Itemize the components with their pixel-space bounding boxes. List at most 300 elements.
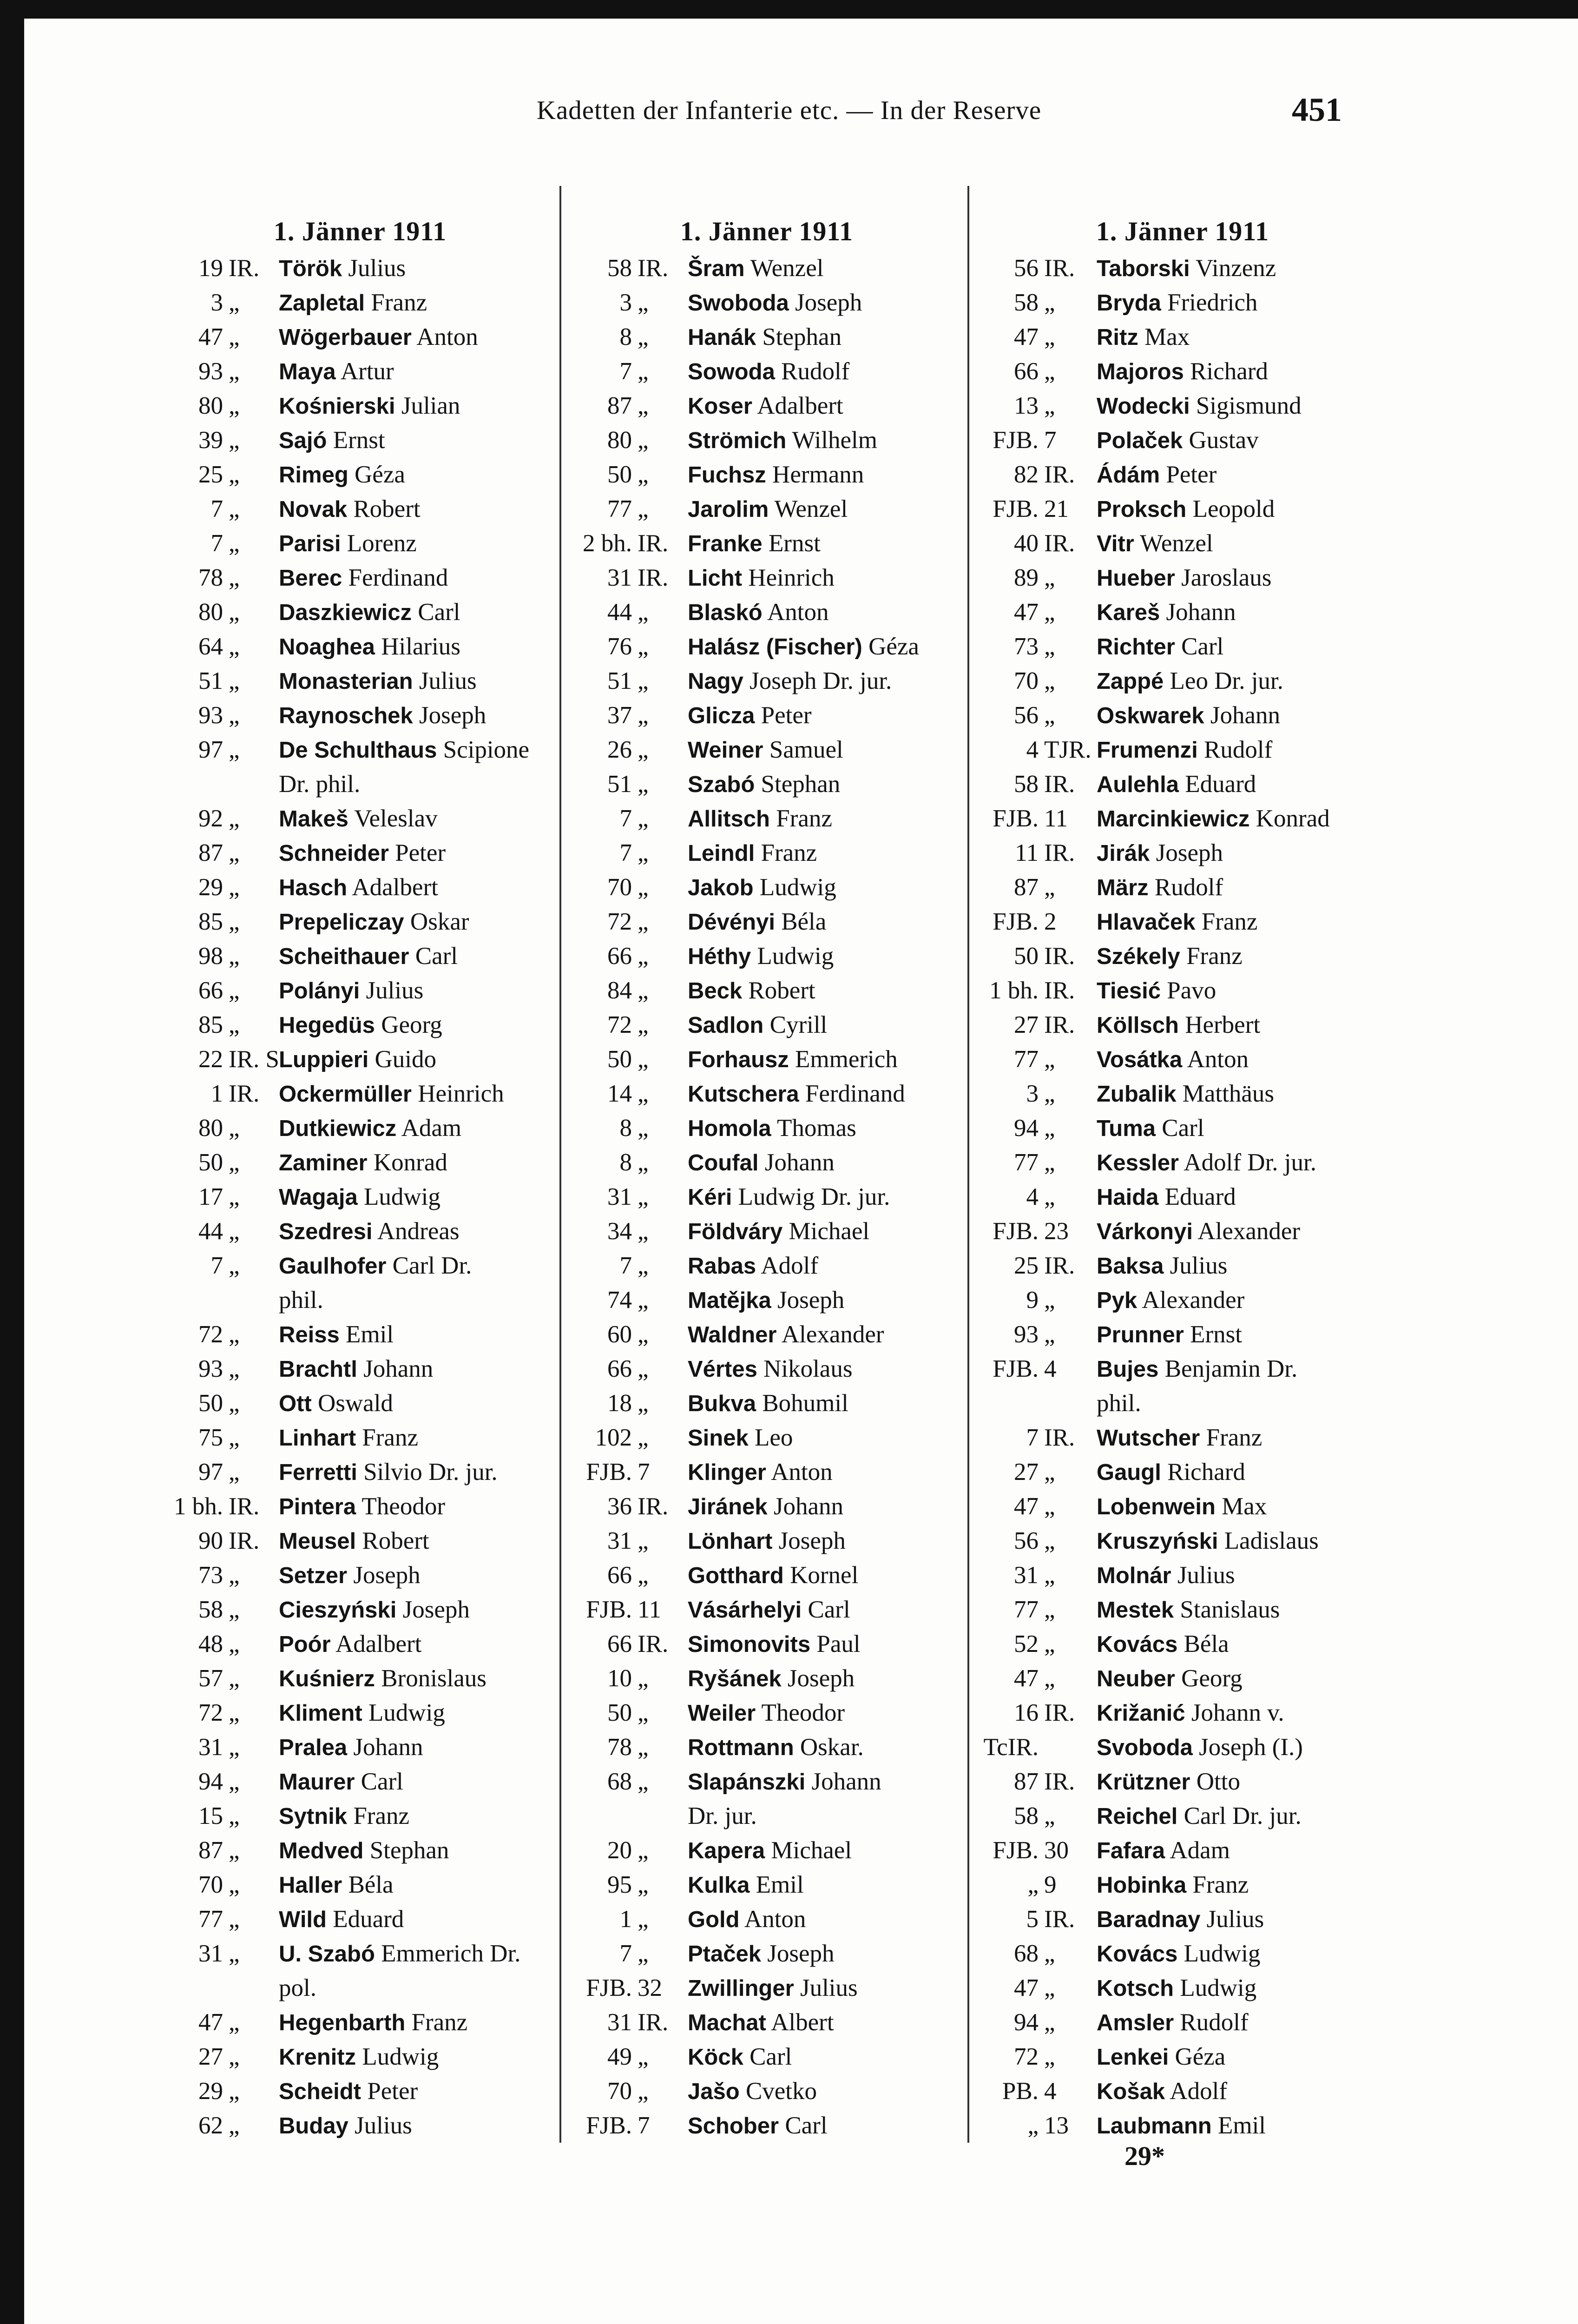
list-item xyxy=(978,1868,1387,1902)
surname: Kośnierski xyxy=(279,394,395,419)
list-item xyxy=(978,1661,1387,1696)
regiment-number: 1 bh. xyxy=(989,977,1039,1004)
given-name: Johann xyxy=(1210,702,1280,729)
regiment-type: „ xyxy=(638,1080,649,1107)
list-item xyxy=(167,2005,553,2040)
surname: Setzer xyxy=(279,1563,348,1588)
regiment-number: 31 xyxy=(607,1527,632,1554)
cadet-name xyxy=(270,973,423,1008)
given-name: Franz xyxy=(761,839,817,866)
surname: Dutkiewicz xyxy=(279,1116,397,1141)
regiment-type: „ xyxy=(638,324,649,350)
list-item xyxy=(572,1627,962,1661)
given-name: Benjamin Dr. xyxy=(1164,1355,1298,1382)
surname: Haller xyxy=(279,1873,342,1898)
surname: Laubmann xyxy=(1097,2113,1212,2139)
surname: Török xyxy=(279,256,342,281)
regiment-number: 89 xyxy=(1014,564,1039,591)
cadet-name xyxy=(270,1868,394,1902)
regiment-number: 70 xyxy=(198,1871,223,1898)
column-3 xyxy=(978,211,1387,2143)
cadet-name xyxy=(679,251,823,286)
given-name: Adolf xyxy=(761,1252,819,1279)
surname: Ádám xyxy=(1097,462,1160,488)
regiment-type: „ xyxy=(229,1837,240,1864)
given-name: Carl Dr. xyxy=(392,1252,472,1279)
regiment-number: 31 xyxy=(1014,1562,1039,1589)
regiment-number: 102 xyxy=(595,1424,632,1451)
given-name: Alexander xyxy=(781,1321,884,1348)
cadet-name xyxy=(1088,1008,1260,1043)
given-name: Adam xyxy=(401,1115,462,1142)
given-name: Albert xyxy=(771,2009,834,2036)
regiment-type: „ xyxy=(229,805,240,832)
surname: Kutschera xyxy=(688,1082,799,1107)
list-item xyxy=(167,1008,553,1042)
cadet-name xyxy=(270,1902,404,1937)
regiment-number: 27 xyxy=(1014,1011,1039,1038)
list-item xyxy=(572,1008,962,1042)
list-item xyxy=(978,561,1387,595)
running-title: Kadetten der Infanterie etc. — In der Reserve xyxy=(536,96,1042,125)
regiment-type: IR. xyxy=(229,255,260,282)
given-name: Rudolf xyxy=(781,358,850,385)
surname: Simonovits xyxy=(688,1632,811,1657)
regiment-number: 10 xyxy=(607,1665,632,1692)
surname: Jarolim xyxy=(688,497,769,522)
cadet-name xyxy=(679,767,840,802)
page-number: 451 xyxy=(1292,91,1342,128)
cadet-name xyxy=(1088,870,1223,905)
list-item xyxy=(167,526,553,561)
cadet-name xyxy=(270,1283,323,1318)
surname: Hanák xyxy=(688,325,756,350)
regiment-number: 11 xyxy=(1014,839,1039,866)
surname: Aulehla xyxy=(1097,772,1179,797)
regiment-number: 64 xyxy=(198,633,223,660)
regiment-type: „ xyxy=(638,1046,649,1073)
surname: Gold xyxy=(688,1907,740,1932)
cadet-name xyxy=(1088,251,1276,286)
regiment-number: 85 xyxy=(198,1011,223,1038)
surname: Dévényi xyxy=(688,910,775,935)
regiment-type: IR. xyxy=(1044,977,1075,1004)
regiment-type: „ xyxy=(1044,564,1055,591)
cadet-name xyxy=(679,1592,850,1627)
list-item xyxy=(167,2108,553,2143)
regiment-number: 3 xyxy=(619,289,632,316)
cadet-name xyxy=(270,526,417,561)
list-item xyxy=(572,1661,962,1696)
given-name: Adolf xyxy=(1170,2078,1228,2105)
given-name: Robert xyxy=(353,495,421,522)
given-name: Peter xyxy=(761,702,812,729)
given-name: Alexander xyxy=(1197,1218,1301,1245)
given-name: Ferdinand xyxy=(348,564,448,591)
list-item xyxy=(572,595,962,629)
regiment-type: „ xyxy=(229,1768,240,1795)
regiment-type: „ xyxy=(1044,1665,1055,1692)
regiment-number: FJB. xyxy=(993,908,1039,935)
given-name: Ludwig xyxy=(363,1183,441,1210)
surname: Slapánszki xyxy=(688,1769,806,1795)
surname: Jiránek xyxy=(688,1494,768,1519)
surname: Gotthard xyxy=(688,1563,784,1588)
cadet-name xyxy=(1088,1936,1260,1971)
column-heading: 1. Jänner 1911 xyxy=(1096,216,1269,246)
regiment-type: „ xyxy=(229,1149,240,1176)
regiment-number: 73 xyxy=(198,1562,223,1589)
regiment-type: „ xyxy=(1044,2043,1055,2070)
regiment-type: „ xyxy=(229,358,240,385)
regiment-type: „ xyxy=(229,1252,240,1279)
list-item xyxy=(167,1524,553,1558)
regiment-type: „ xyxy=(229,1802,240,1829)
regiment-number: 66 xyxy=(607,1355,632,1382)
cadet-name xyxy=(270,320,478,355)
regiment-number: 94 xyxy=(1014,1115,1039,1142)
list-item xyxy=(572,836,962,870)
given-name: Oswald xyxy=(318,1390,393,1417)
list-item xyxy=(572,2040,962,2074)
list-item xyxy=(978,1283,1387,1317)
regiment-number: 16 xyxy=(1014,1699,1039,1726)
given-name: Michael xyxy=(789,1218,870,1245)
list-item xyxy=(167,1283,553,1317)
surname: Kovács xyxy=(1097,1632,1178,1657)
regiment-type: „ xyxy=(638,1011,649,1038)
list-item xyxy=(978,1248,1387,1283)
regiment-type: IR. xyxy=(1044,839,1075,866)
surname: Kovács xyxy=(1097,1941,1178,1967)
surname: U. Szabó xyxy=(279,1941,375,1967)
surname: Ferretti xyxy=(279,1460,357,1485)
given-name: Carl xyxy=(1162,1115,1204,1142)
cadet-name xyxy=(270,1558,421,1593)
regiment-number: 93 xyxy=(1014,1321,1039,1348)
given-name: Eduard xyxy=(1164,1183,1236,1210)
regiment-type: „ xyxy=(638,1940,649,1967)
cadet-name xyxy=(679,1936,835,1971)
regiment-number: 87 xyxy=(198,1837,223,1864)
regiment-number: 72 xyxy=(198,1699,223,1726)
regiment-number: FJB. xyxy=(586,1974,632,2001)
given-name: Franz xyxy=(776,805,832,832)
cadet-name xyxy=(1088,801,1330,836)
surname: Waldner xyxy=(688,1322,777,1347)
regiment-number: 80 xyxy=(607,427,632,454)
given-name: Oskar xyxy=(410,908,469,935)
given-name: Johann xyxy=(764,1149,835,1176)
surname: Kapera xyxy=(688,1838,765,1863)
cadet-name xyxy=(1088,526,1213,561)
cadet-name xyxy=(1088,1868,1249,1902)
list-item xyxy=(978,423,1387,457)
cadet-name xyxy=(679,1248,818,1283)
surname: Sytnik xyxy=(279,1804,348,1829)
given-name: Samuel xyxy=(769,736,843,763)
surname: Maurer xyxy=(279,1769,355,1795)
regiment-number: 31 xyxy=(198,1734,223,1761)
column-heading: 1. Jänner 1911 xyxy=(680,216,854,246)
given-name: Sigismund xyxy=(1196,392,1302,419)
surname: Bujes xyxy=(1097,1357,1159,1382)
regiment-number: 94 xyxy=(198,1768,223,1795)
surname: Raynoschek xyxy=(279,703,413,728)
cadet-name xyxy=(1088,733,1272,767)
cadet-name xyxy=(1088,1489,1267,1524)
cadet-name xyxy=(1088,1971,1256,2006)
list-item xyxy=(167,1317,553,1352)
surname: Fafara xyxy=(1097,1838,1165,1863)
surname: Noaghea xyxy=(279,634,375,660)
surname: Wild xyxy=(279,1907,327,1932)
given-name: Joseph xyxy=(767,1940,835,1967)
given-name: Anton xyxy=(744,1906,806,1933)
surname: Ott xyxy=(279,1391,312,1416)
list-item xyxy=(167,801,553,836)
cadet-name xyxy=(1088,664,1283,699)
list-item xyxy=(978,1799,1387,1833)
cadet-name xyxy=(679,561,835,595)
list-item xyxy=(978,629,1387,664)
given-name: Johann xyxy=(773,1493,844,1520)
surname: Kliment xyxy=(279,1701,362,1726)
list-item xyxy=(572,492,962,526)
regiment-type: „ xyxy=(229,461,240,488)
regiment-number: 47 xyxy=(1014,599,1039,626)
given-name: Géza xyxy=(1175,2043,1226,2070)
regiment-type: „ xyxy=(638,839,649,866)
regiment-type: „ xyxy=(229,1734,240,1761)
surname: Monasterian xyxy=(279,669,413,694)
surname: Strömich xyxy=(688,428,787,453)
surname: Frumenzi xyxy=(1097,738,1198,763)
cadet-name xyxy=(679,1076,905,1111)
surname: Vásárhelyi xyxy=(688,1598,802,1623)
regiment-type: „ xyxy=(229,1631,240,1657)
regiment-number: 87 xyxy=(1014,874,1039,901)
list-item xyxy=(167,870,553,905)
list-item xyxy=(167,939,553,973)
regiment-number: 57 xyxy=(198,1665,223,1692)
regiment-type: 32 xyxy=(638,1974,662,2001)
cadet-name xyxy=(270,1008,442,1043)
regiment-type: „ xyxy=(638,805,649,832)
regiment-type: „ xyxy=(638,1734,649,1761)
given-name: Adam xyxy=(1170,1837,1230,1864)
given-name: Max xyxy=(1144,324,1190,350)
cadet-name xyxy=(270,595,460,630)
regiment-type: „ xyxy=(1044,599,1055,626)
cadet-name xyxy=(679,1524,846,1558)
given-name: Carl xyxy=(750,2043,792,2070)
surname: Klinger xyxy=(688,1460,766,1485)
surname: Hlavaček xyxy=(1097,910,1196,935)
surname: Zwillinger xyxy=(688,1976,794,2001)
list-item xyxy=(572,1214,962,1248)
surname: Köllsch xyxy=(1097,1013,1179,1038)
surname: Machat xyxy=(688,2010,766,2035)
given-name: Adalbert xyxy=(352,874,438,901)
cadet-name xyxy=(1088,2074,1227,2109)
list-item xyxy=(978,1971,1387,2005)
cadet-name xyxy=(1088,629,1223,664)
cadet-name xyxy=(1088,2005,1249,2040)
surname: Leindl xyxy=(688,841,755,866)
regiment-number: 68 xyxy=(607,1768,632,1795)
cadet-name xyxy=(1088,320,1190,355)
given-name: Wenzel xyxy=(774,495,848,522)
list-item xyxy=(978,973,1387,1008)
cadet-name xyxy=(270,2074,418,2109)
cadet-name xyxy=(1088,1283,1244,1318)
given-name: Franz xyxy=(1186,943,1243,970)
regiment-number: 70 xyxy=(607,2078,632,2105)
surname: Daszkiewicz xyxy=(279,600,412,625)
regiment-number: 77 xyxy=(1014,1596,1039,1623)
given-name: phil. xyxy=(279,1287,323,1314)
surname: Novak xyxy=(279,497,348,522)
regiment-number: 85 xyxy=(198,908,223,935)
list-item xyxy=(572,389,962,423)
regiment-type: 30 xyxy=(1044,1837,1069,1864)
regiment-number: 93 xyxy=(198,1355,223,1382)
regiment-number: 1 bh. xyxy=(174,1493,223,1520)
cadet-name xyxy=(679,1627,861,1662)
given-name: Theodor xyxy=(761,1699,845,1726)
regiment-number: 93 xyxy=(198,702,223,729)
given-name: Carl Dr. jur. xyxy=(1184,1802,1302,1829)
regiment-type: „ xyxy=(638,1665,649,1692)
regiment-type: IR. xyxy=(1044,255,1075,282)
cadet-name xyxy=(679,629,919,664)
list-item xyxy=(167,423,553,457)
regiment-type: 4 xyxy=(1044,1355,1057,1382)
regiment-type: „ xyxy=(638,2043,649,2070)
given-name: Joseph xyxy=(787,1665,855,1692)
given-name: Georg xyxy=(381,1011,442,1038)
cadet-name xyxy=(1088,595,1236,630)
cadet-name xyxy=(270,251,406,286)
list-item xyxy=(572,870,962,905)
given-name: Bronislaus xyxy=(381,1665,487,1692)
regiment-number: 68 xyxy=(1014,1940,1039,1967)
given-name: Artur xyxy=(340,358,394,385)
given-name: Matthäus xyxy=(1182,1080,1275,1107)
surname: Swoboda xyxy=(688,290,789,316)
given-name: Joseph xyxy=(795,289,862,316)
regiment-number: 56 xyxy=(1014,702,1039,729)
given-name: Leopold xyxy=(1192,495,1275,522)
regiment-type: „ xyxy=(638,1562,649,1589)
surname: Wutscher xyxy=(1097,1426,1200,1451)
given-name: Adalbert xyxy=(335,1631,422,1657)
regiment-number: 44 xyxy=(198,1218,223,1245)
regiment-number: 27 xyxy=(198,2043,223,2070)
surname: Várkonyi xyxy=(1097,1219,1193,1244)
list-item xyxy=(978,1420,1387,1455)
cadet-name xyxy=(270,492,421,527)
regiment-number: 51 xyxy=(607,771,632,798)
given-name: Emil xyxy=(346,1321,394,1348)
cadet-name xyxy=(679,492,848,527)
list-item xyxy=(978,2074,1387,2108)
regiment-type: 21 xyxy=(1044,495,1069,522)
cadet-name xyxy=(270,629,460,664)
regiment-type: „ xyxy=(638,1183,649,1210)
surname: Krützner xyxy=(1097,1769,1190,1795)
cadet-name xyxy=(270,1833,449,1868)
regiment-number: 90 xyxy=(198,1527,223,1554)
list-item xyxy=(167,733,553,767)
given-name: Joseph xyxy=(1156,839,1223,866)
surname: Pralea xyxy=(279,1735,348,1760)
list-item xyxy=(978,1627,1387,1661)
surname: Cieszyński xyxy=(279,1598,397,1623)
cadet-name xyxy=(270,1764,403,1799)
regiment-number: TcIR. xyxy=(983,1734,1039,1761)
surname: De Schulthaus xyxy=(279,738,437,763)
surname: Rottmann xyxy=(688,1735,794,1760)
surname: Szedresi xyxy=(279,1219,373,1244)
list-item xyxy=(167,1661,553,1696)
list-item xyxy=(978,526,1387,561)
cadet-name xyxy=(270,1489,445,1524)
regiment-type: „ xyxy=(638,633,649,660)
given-name: Johann xyxy=(363,1355,434,1382)
regiment-number: 29 xyxy=(198,2078,223,2105)
regiment-number: 62 xyxy=(198,2112,223,2139)
given-name: Emmerich Dr. xyxy=(381,1940,521,1967)
surname: Franke xyxy=(688,531,763,556)
regiment-type: „ xyxy=(229,1390,240,1417)
given-name: Eduard xyxy=(1185,771,1256,798)
given-name: Pavo xyxy=(1167,977,1216,1004)
list-item xyxy=(167,1180,553,1214)
given-name: Joseph xyxy=(353,1562,421,1589)
given-name: Franz xyxy=(411,2009,468,2036)
surname: Križanić xyxy=(1097,1701,1185,1726)
cadet-name xyxy=(1088,423,1259,458)
given-name: Rudolf xyxy=(1180,2009,1249,2036)
surname: Allitsch xyxy=(688,806,770,832)
list-item xyxy=(978,595,1387,629)
regiment-type: „ xyxy=(229,324,240,350)
regiment-type: „ xyxy=(229,2112,240,2139)
regiment-type: „ xyxy=(229,427,240,454)
list-item xyxy=(978,836,1387,870)
surname: Székely xyxy=(1097,944,1180,969)
given-name: Johann xyxy=(353,1734,423,1761)
cadet-name xyxy=(270,939,458,974)
list-item xyxy=(978,2040,1387,2074)
given-name: Dr. phil. xyxy=(279,771,361,798)
list-item xyxy=(572,457,962,492)
list-item xyxy=(978,1111,1387,1145)
cadet-name xyxy=(679,1317,884,1352)
given-name: Dr. jur. xyxy=(688,1802,757,1829)
list-item xyxy=(167,2074,553,2108)
list-item xyxy=(572,2005,962,2040)
cadet-name xyxy=(679,870,836,905)
cadet-name xyxy=(1088,1764,1240,1799)
list-item xyxy=(978,285,1387,320)
surname: Meusel xyxy=(279,1529,356,1554)
regiment-number: FJB. xyxy=(586,2112,632,2139)
given-name: Michael xyxy=(771,1837,852,1864)
surname: Sowoda xyxy=(688,359,775,384)
